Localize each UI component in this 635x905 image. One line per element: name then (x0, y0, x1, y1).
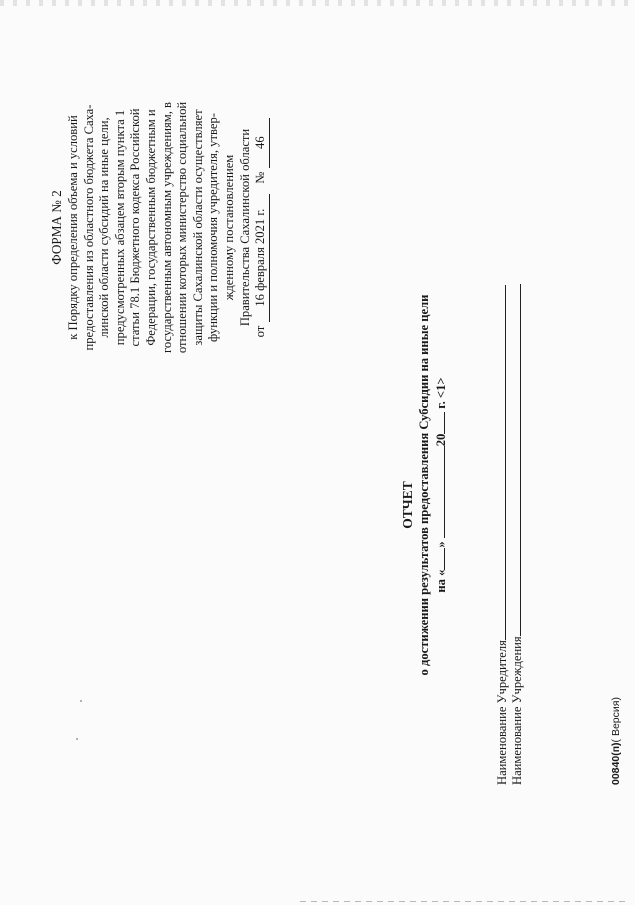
scan-speck (80, 700, 82, 702)
founder-label: Наименование Учредителя (495, 640, 509, 785)
form-line: Правительства Сахалинской области (237, 128, 252, 327)
period-year: 20 (434, 433, 448, 447)
founder-line (493, 285, 506, 640)
institution-label: Наименование Учреждения (510, 636, 524, 785)
form-line: жденному постановлением (221, 154, 236, 301)
institution-field (508, 284, 525, 785)
report-period (432, 245, 449, 725)
report-subtitle: о достижении результатов предоставления Субсидии на иные цели (417, 294, 431, 676)
footer-version: ( Версия) (610, 697, 622, 743)
period-quote-close: » (434, 541, 448, 548)
form-header (48, 90, 270, 365)
form-line: предоставления из областного бюджета Саха- (81, 104, 96, 351)
report-title: ОТЧЕТ (400, 481, 415, 529)
footer-code-number: 00840(п) (610, 742, 622, 785)
scan-edge-left (0, 895, 635, 905)
form-line: защиты Сахалинской области осуществляет (190, 109, 205, 346)
form-line: государственным автономным учреждениям, в (159, 102, 174, 353)
date-prefix: от (253, 325, 268, 338)
form-title: ФОРМА № 2 (49, 190, 64, 265)
report-subtitle-block (417, 245, 449, 725)
period-prefix: на « (434, 569, 448, 593)
institution-line (508, 284, 521, 636)
form-line: отношении которых министерство социальной (175, 101, 190, 354)
form-line: линской области субсидий на иные цели, (97, 117, 112, 338)
period-year-blank (432, 412, 445, 434)
form-line: Федерации, государственным бюджетным и (143, 109, 158, 346)
number-label: № (253, 171, 268, 184)
form-date-row (253, 90, 270, 365)
scan-speck (76, 738, 78, 740)
scan-edge-right (0, 0, 635, 6)
date-value: 16 февраля 2021 г. (253, 194, 270, 322)
footer-code (610, 697, 622, 785)
form-line: предусмотренных абзацем вторым пункта 1 (112, 109, 127, 346)
form-line: к Порядку определения объема и условий (66, 115, 80, 340)
period-month-blank (432, 446, 445, 538)
form-line: функции и полномочия учредителя, утвер- (206, 113, 221, 342)
period-day-blank (432, 548, 445, 570)
period-suffix: г. <1> (434, 377, 448, 409)
form-line: статьи 78.1 Бюджетного кодекса Российской (128, 108, 143, 347)
number-value: 46 (253, 118, 270, 168)
